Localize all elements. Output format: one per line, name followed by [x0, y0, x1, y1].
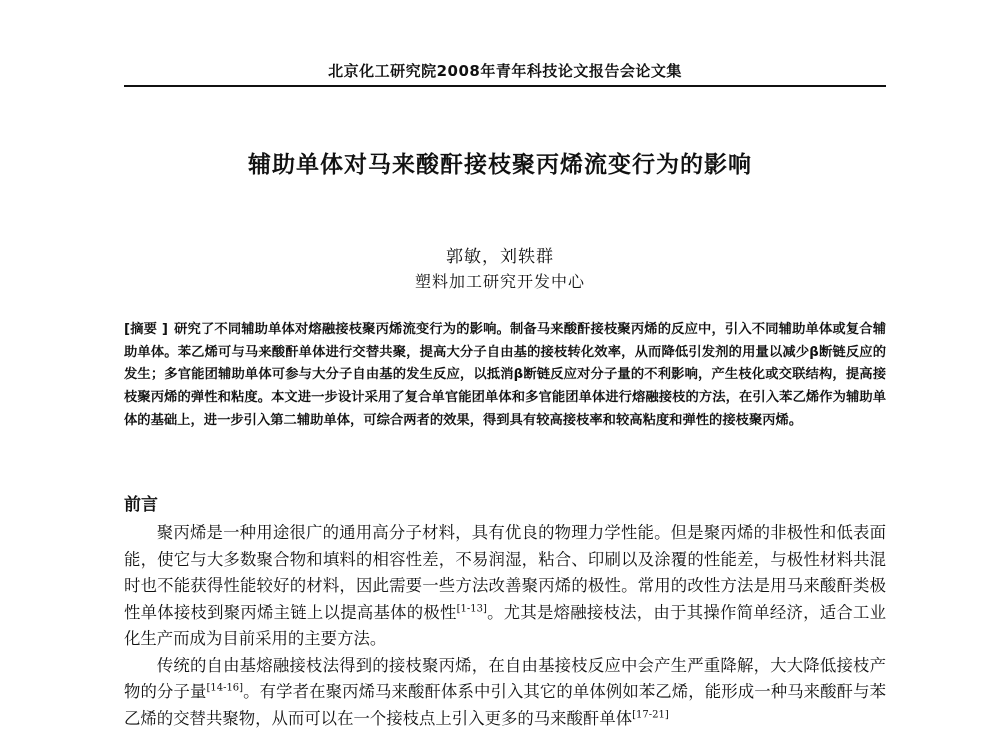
running-header: 北京化工研究院2008年青年科技论文报告会论文集 — [124, 60, 886, 81]
abstract-text: 研究了不同辅助单体对熔融接枝聚丙烯流变行为的影响。制备马来酸酐接枝聚丙烯的反应中，引入不同辅助单体或复合辅助单体。苯乙烯可与马来酸酐单体进行交替共聚，提高大分子自由基的接枝转化效率，从而降低引发剂的用量以减少β断链反应的发生；多官能团辅助单体可参与大分子自由基的发生反应，以抵消β断链反应对分子量的不利影响，产生枝化或交联结构，提高接枝聚丙烯的弹性和粘度。本文进一步设计采用了复合单官能团单体和多官能团单体进行熔融接枝的方法，在引入苯乙烯作为辅助单体的基础上，进一步引入第二辅助单体，可综合两者的效果，得到具有较高接枝率和较高粘度和弹性的接枝聚丙烯。 — [124, 322, 886, 428]
paragraph-2 — [124, 653, 886, 732]
authors: 郭敏，刘轶群 — [0, 242, 1000, 267]
paper-title: 辅助单体对马来酸酐接枝聚丙烯流变行为的影响 — [0, 146, 1000, 179]
paragraph-1-text-a: 聚丙烯是一种用途很广的通用高分子材料，具有优良的物理力学性能。但是聚丙烯的非极性和低表面能，使它与大多数聚合物和填料的相容性差，不易润湿，粘合、印刷以及涂覆的性能差，与极性材料共混时也不能获得性能较好的材料，因此需要一些方法改善聚丙烯的极性。常用的改性方法是用马来酸酐类极性单体接枝到聚丙烯主链上以提高基体的极性 — [124, 523, 886, 622]
paragraph-2-text-a: 传统的自由基熔融接枝法得到的接枝聚丙烯，在自由基接枝反应中会产生严重降解，大大降低接枝产物的分子量 — [124, 656, 886, 702]
citation: [14-16] — [206, 683, 243, 694]
header-rule — [124, 85, 886, 87]
citation: [1-13] — [457, 603, 487, 614]
affiliation: 塑料加工研究开发中心 — [0, 269, 1000, 292]
paragraph-2-text-b: 。有学者在聚丙烯马来酸酐体系中引入其它的单体例如苯乙烯，能形成一种马来酸酐与苯乙烯的交替共聚物，从而可以在一个接枝点上引入更多的马来酸酐单体 — [124, 682, 886, 728]
abstract-label: [摘要 ] — [124, 322, 168, 337]
paragraph-1-text-b: 。尤其是熔融接枝法，由于其操作简单经济，适合工业化生产而成为目前采用的主要方法。 — [124, 603, 886, 649]
section-heading: 前言 — [124, 490, 158, 515]
abstract — [124, 319, 886, 433]
paragraph-1 — [124, 520, 886, 653]
citation: [17-21] — [632, 709, 669, 720]
body-text — [124, 520, 886, 732]
